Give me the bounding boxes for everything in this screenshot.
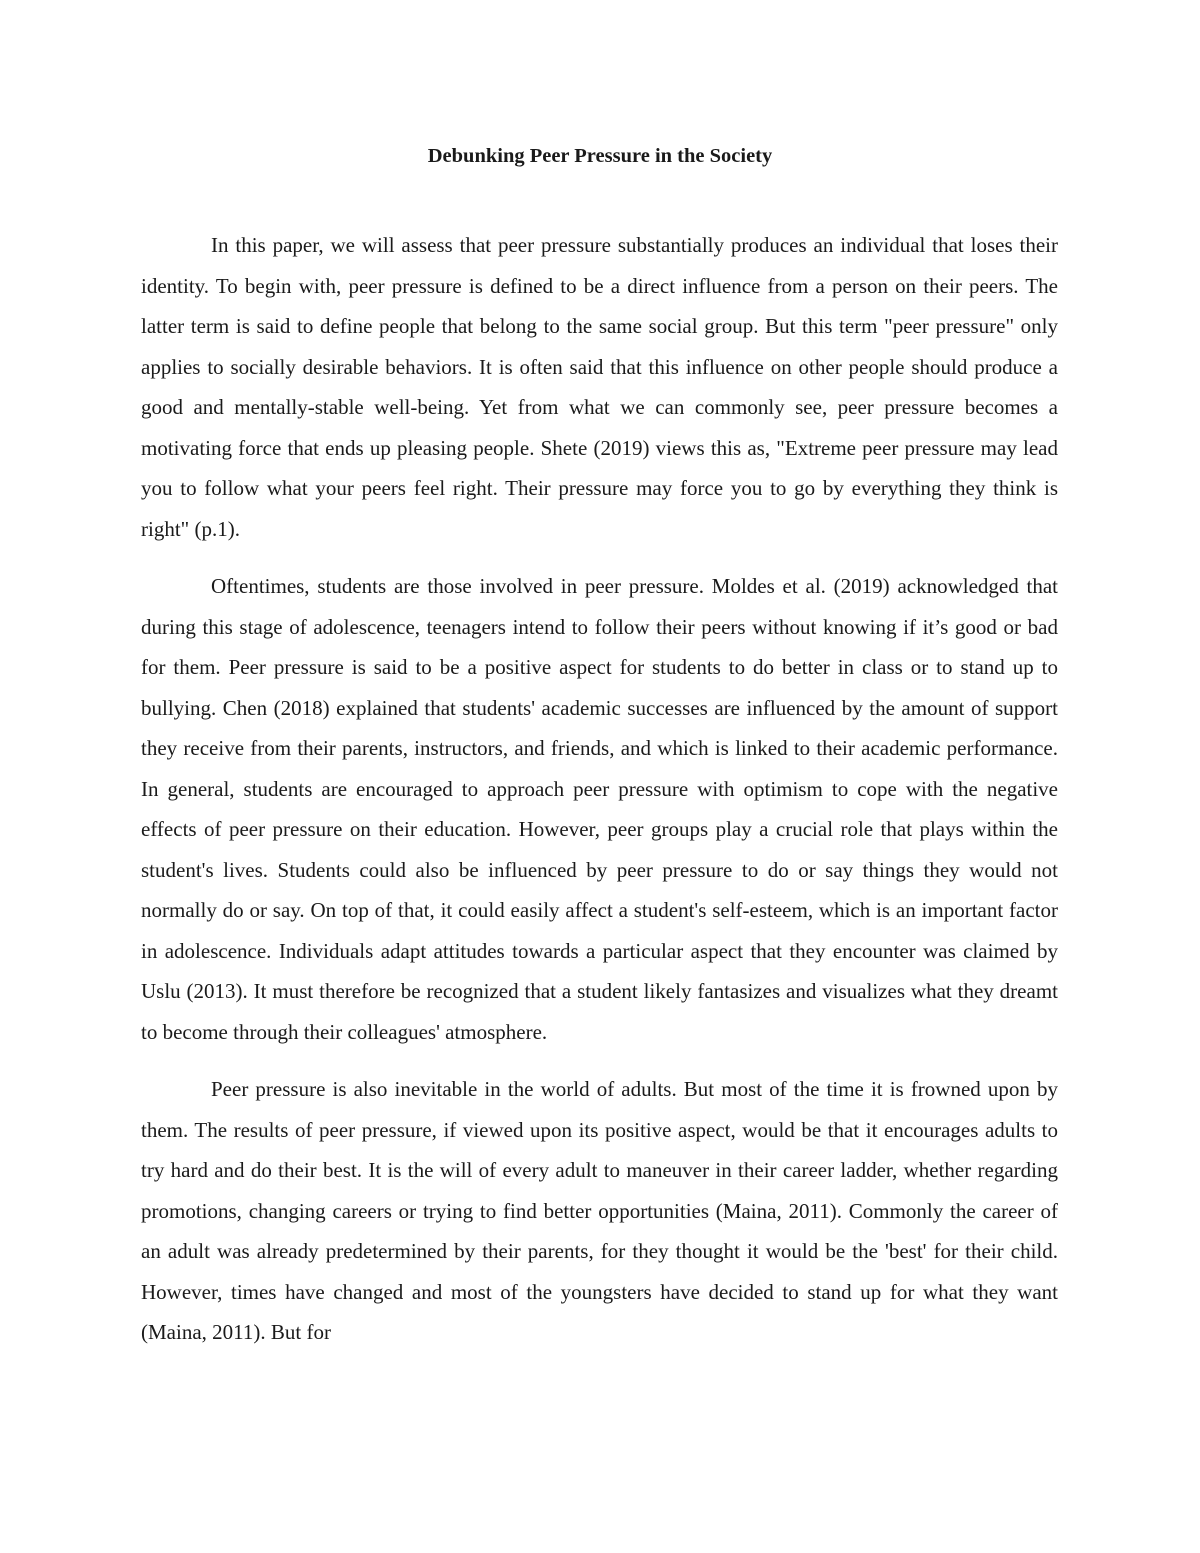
document-body	[141, 225, 1058, 1370]
document-title: Debunking Peer Pressure in the Society	[427, 145, 773, 167]
paragraph-2: Oftentimes, students are those involved in peer pressure. Moldes et al. (2019) acknowledged that during this stage of adolescence, teenagers intend to follow their peers without knowing if it’s good or bad for them. Peer pressure is said to be a positive aspect for students to do better in class or to stand up to bullying. Chen (2018) explained that students' academic successes are influenced by the amount of support they receive from their parents, instructors, and friends, and which is linked to their academic performance. In general, students are encouraged to approach peer pressure with optimism to cope with the negative effects of peer pressure on their education. However, peer groups play a crucial role that plays within the student's lives. Students could also be influenced by peer pressure to do or say things they would not normally do or say. On top of that, it could easily affect a student's self-esteem, which is an important factor in adolescence. Individuals adapt attitudes towards a particular aspect that they encounter was claimed by Uslu (2013). It must therefore be recognized that a student likely fantasizes and visualizes what they dreamt to become through their colleagues' atmosphere.	[141, 574, 1058, 1044]
paragraph-3: Peer pressure is also inevitable in the world of adults. But most of the time it is frowned upon by them. The results of peer pressure, if viewed upon its positive aspect, would be that it encourages adults to try hard and do their best. It is the will of every adult to maneuver in their career ladder, whether regarding promotions, changing careers or trying to find better opportunities (Maina, 2011). Commonly the career of an adult was already predetermined by their parents, for they thought it would be the 'best' for their child. However, times have changed and most of the youngsters have decided to stand up for what they want (Maina, 2011). But for	[141, 1077, 1058, 1344]
paragraph-1: In this paper, we will assess that peer pressure substantially produces an individual that loses their identity. To begin with, peer pressure is defined to be a direct influence from a person on their peers. The latter term is said to define people that belong to the same social group. But this term "peer pressure" only applies to socially desirable behaviors. It is often said that this influence on other people should produce a good and mentally-stable well-being. Yet from what we can commonly see, peer pressure becomes a motivating force that ends up pleasing people. Shete (2019) views this as, "Extreme peer pressure may lead you to follow what your peers feel right. Their pressure may force you to go by everything they think is right" (p.1).	[141, 233, 1058, 541]
